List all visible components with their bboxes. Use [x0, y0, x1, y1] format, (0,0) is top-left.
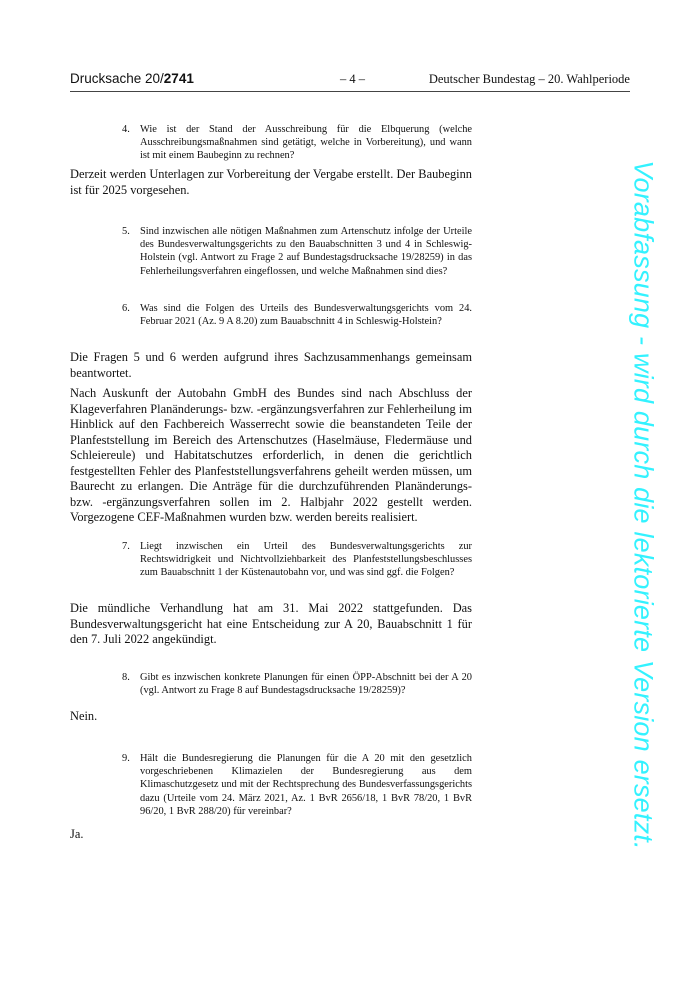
document-number: Drucksache 20/2741	[70, 71, 194, 86]
question-text: Was sind die Folgen des Urteils des Bundesverwaltungsgerichts vom 24. Februar 2021 (Az. 9 A 8.20) zum Bauabschnitt 4 in Schleswig-Holstein?	[140, 303, 472, 328]
answer-5-6: Nach Auskunft der Autobahn GmbH des Bundes sind nach Abschluss der Klageverfahren Planänderungs- bzw. -ergänzungsverfahren zur Fehlerheilung im Hinblick auf den Fachbereich Wasserrecht sowie die beanstandeten Teile der Planfeststellung im Bereich des Artenschutzes (Haselmäuse, Fledermäuse und Schleiereule) und Habitatschutzes erforderlich, in denen die gerichtlich festgestellten Fehler des Planfeststellungsverfahrens geheilt werden müssen, um Baurecht zu erlangen. Die Anträge für die durchzuführenden Planänderungs- bzw. -ergänzungsverfahren sollen im 2. Halbjahr 2022 gestellt werden. Vorgezogene CEF-Maßnahmen wurden bzw. werden bereits realisiert.	[70, 386, 472, 524]
question-number: 5.	[122, 226, 130, 237]
answer-8: Nein.	[70, 709, 98, 723]
question-number: 8.	[122, 672, 130, 683]
answer-7: Die mündliche Verhandlung hat am 31. Mai 2022 stattgefunden. Das Bundesverwaltungsgericht hat eine Entscheidung zur A 20, Bauabschnitt 1 für den 7. Juli 2022 angekündigt.	[70, 601, 472, 646]
question-5	[122, 225, 472, 278]
question-9	[122, 752, 472, 818]
question-text: Sind inzwischen alle nötigen Maßnahmen zum Artenschutz infolge der Urteile des Bundesverwaltungsgerichts zu den Bauabschnitten 3 und 4 in Schleswig-Holstein (vgl. Antwort zu Frage 2 auf Bundestagsdrucksache 19/28259) in das Fehlerheilungsverfahren eingeflossen, und welche Maßnahmen sind dies?	[140, 226, 472, 277]
answer-9: Ja.	[70, 827, 84, 841]
question-number: 9.	[122, 753, 130, 764]
answer-4: Derzeit werden Unterlagen zur Vorbereitung der Vergabe erstellt. Der Baubeginn ist für 2025 vorgesehen.	[70, 167, 472, 197]
question-6	[122, 302, 472, 328]
question-4	[122, 123, 472, 163]
question-number: 7.	[122, 541, 130, 552]
question-number: 4.	[122, 124, 130, 135]
question-text: Liegt inzwischen ein Urteil des Bundesverwaltungsgerichts zur Rechtswidrigkeit und Nichtvollziehbarkeit des Planfeststellungsbeschlusses zum Bauabschnitt 1 der Küstenautobahn vor, und was sind ggf. die Folgen?	[140, 541, 472, 579]
page-number: – 4 –	[340, 72, 365, 86]
question-text: Gibt es inzwischen konkrete Planungen für einen ÖPP-Abschnitt bei der A 20 (vgl. Antwort zu Frage 8 auf Bundestagsdrucksache 19/28259)?	[140, 672, 472, 697]
answer-5-6-intro: Die Fragen 5 und 6 werden aufgrund ihres Sachzusammenhangs gemeinsam beantwortet.	[70, 350, 472, 380]
question-text: Wie ist der Stand der Ausschreibung für die Elbquerung (welche Ausschreibungsmaßnahmen sind getätigt, welche in Vorbereitung), und wann ist mit einem Baubeginn zu rechnen?	[140, 124, 472, 162]
page-header	[70, 71, 630, 92]
question-8	[122, 671, 472, 697]
draft-watermark: Vorabfassung - wird durch die lektorierte Version ersetzt.	[628, 160, 659, 850]
question-text: Hält die Bundesregierung die Planungen für die A 20 mit den gesetzlich vorgeschriebenen Klimazielen der Bundesregierung aus dem Klimaschutzgesetz und mit der Rechtsprechung des Bundesverfassungsgerichts dazu (Urteile vom 24. März 2021, Az. 1 BvR 2656/18, 1 BvR 78/20, 1 BvR 96/20, 1 BvR 288/20) für vereinbar?	[140, 753, 472, 817]
parliament-period: Deutscher Bundestag – 20. Wahlperiode	[428, 72, 630, 86]
question-7	[122, 540, 472, 580]
question-number: 6.	[122, 303, 130, 314]
